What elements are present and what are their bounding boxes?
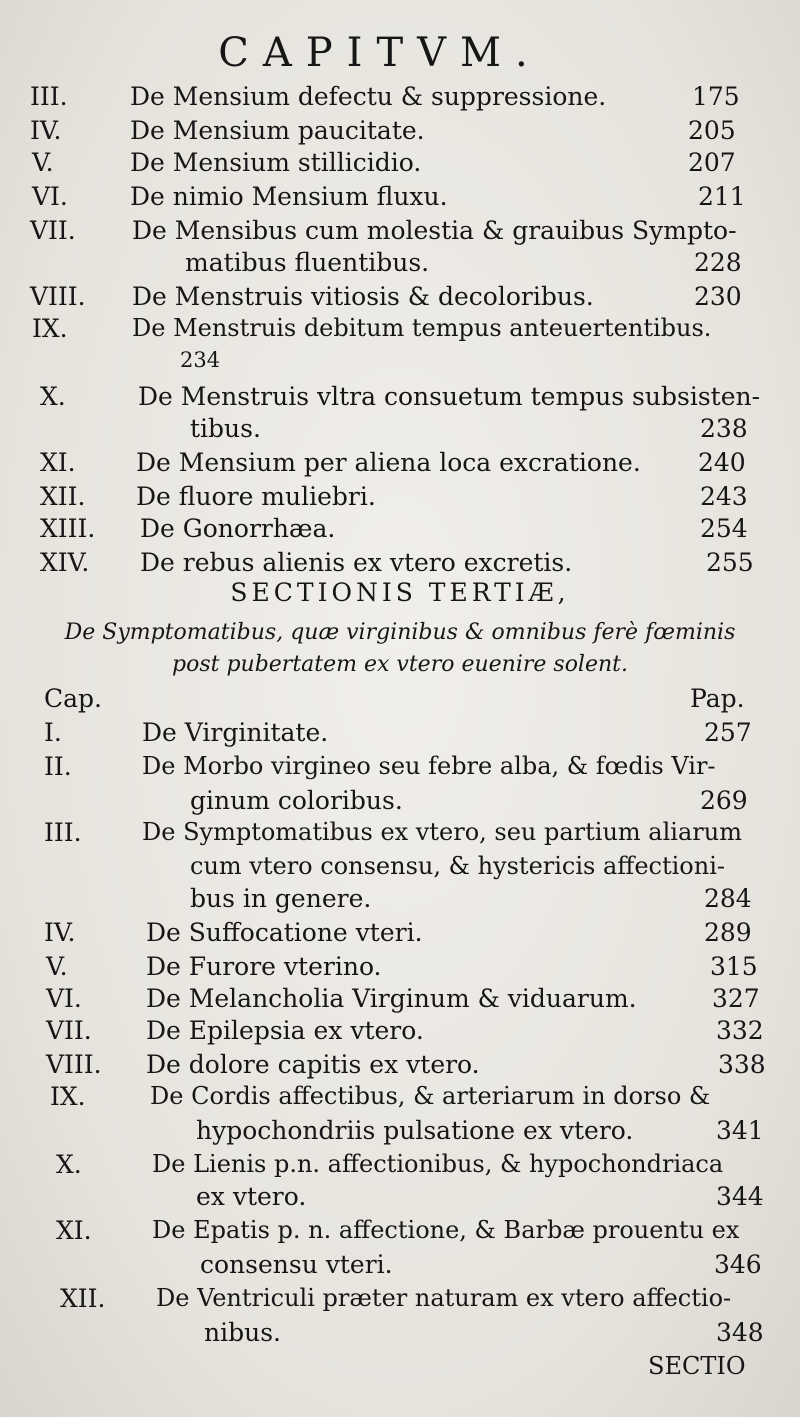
chapter-title: De Melancholia Virginum & viduarum.	[146, 984, 637, 1013]
chapter-title: De Epilepsia ex vtero.	[146, 1016, 424, 1045]
chapter-title-cont: hypochondriis pulsatione ex vtero.	[196, 1116, 634, 1145]
toc-row	[0, 1150, 800, 1184]
page-number: 240	[698, 448, 746, 477]
section-heading: SECTIONIS TERTIÆ,	[230, 578, 570, 607]
chapter-title: De Epatis p. n. affectione, & Barbæ prouentu ex	[152, 1216, 740, 1244]
chapter-title: De Menstruis vltra consuetum tempus subsisten-	[138, 382, 761, 411]
chapter-number: IX.	[50, 1082, 86, 1111]
catchword: SECTIO	[648, 1352, 746, 1380]
page-title: CAPITVM.	[218, 30, 542, 76]
toc-row	[0, 1050, 800, 1084]
toc-row	[0, 952, 800, 986]
chapter-title-cont: cum vtero consensu, & hystericis affectioni-	[190, 852, 725, 880]
page-number: 254	[700, 514, 748, 543]
chapter-number: III.	[30, 82, 68, 111]
chapter-title: De Mensium per aliena loca excratione.	[136, 448, 641, 477]
toc-row-continuation	[0, 884, 800, 918]
page-number: 327	[712, 984, 760, 1013]
chapter-title: De Mensium paucitate.	[130, 116, 425, 145]
page-number: 243	[700, 482, 748, 511]
page-number: 341	[716, 1116, 764, 1145]
chapter-title: De Lienis p.n. affectionibus, & hypochondriaca	[152, 1150, 724, 1178]
toc-row	[0, 116, 800, 150]
chapter-title-cont: matibus fluentibus.	[185, 248, 430, 277]
toc-row	[0, 984, 800, 1018]
chapter-title-cont: ex vtero.	[196, 1182, 307, 1211]
chapter-title: De nimio Mensium fluxu.	[130, 182, 448, 211]
toc-row	[0, 548, 800, 582]
page-number: 257	[704, 718, 752, 747]
toc-row	[0, 918, 800, 952]
toc-row-continuation	[0, 348, 800, 382]
toc-row-continuation	[0, 1318, 800, 1352]
toc-row	[0, 1284, 800, 1318]
chapter-title: De Furore vterino.	[146, 952, 382, 981]
chapter-title: De Mensibus cum molestia & grauibus Sympto-	[132, 216, 737, 245]
chapter-number: XIV.	[40, 548, 90, 577]
chapter-title-cont: nibus.	[204, 1318, 281, 1347]
chapter-title-cont: tibus.	[190, 414, 261, 443]
toc-row-continuation	[0, 1116, 800, 1150]
page-number: 207	[688, 148, 736, 177]
toc-row	[0, 752, 800, 786]
chapter-number: X.	[40, 382, 66, 411]
page-number: 348	[716, 1318, 764, 1347]
page-number: 344	[716, 1182, 764, 1211]
toc-row	[0, 1216, 800, 1250]
page-number: 338	[718, 1050, 766, 1079]
chapter-title: De Symptomatibus ex vtero, seu partium aliarum	[142, 818, 742, 846]
chapter-title: De rebus alienis ex vtero excretis.	[140, 548, 573, 577]
chapter-title: De dolore capitis ex vtero.	[146, 1050, 480, 1079]
chapter-number: XII.	[40, 482, 86, 511]
chapter-title-cont: bus in genere.	[190, 884, 372, 913]
chapter-number: IV.	[30, 116, 62, 145]
chapter-title: De fluore muliebri.	[136, 482, 376, 511]
chapter-number: VI.	[32, 182, 68, 211]
chapter-number: XIII.	[40, 514, 96, 543]
toc-row	[0, 1016, 800, 1050]
column-header-page: Pap.	[690, 684, 745, 713]
chapter-number: VII.	[30, 216, 76, 245]
toc-row-continuation	[0, 1182, 800, 1216]
toc-row	[0, 818, 800, 852]
chapter-number: I.	[44, 718, 62, 747]
page-number: 234	[180, 348, 221, 372]
page-number: 269	[700, 786, 748, 815]
toc-row	[0, 216, 800, 250]
chapter-number: IV.	[44, 918, 76, 947]
chapter-number: VII.	[46, 1016, 92, 1045]
toc-row	[0, 482, 800, 516]
chapter-title: De Menstruis debitum tempus anteuertentibus.	[132, 314, 712, 342]
column-headers	[0, 684, 800, 718]
page-number: 255	[706, 548, 754, 577]
toc-row	[0, 448, 800, 482]
toc-row-continuation	[0, 786, 800, 820]
toc-row	[0, 1082, 800, 1116]
chapter-title: De Cordis affectibus, & arteriarum in dorso &	[150, 1082, 711, 1110]
chapter-number: IX.	[32, 314, 68, 343]
chapter-number: III.	[44, 818, 82, 847]
column-header-cap: Cap.	[44, 684, 102, 713]
chapter-number: XI.	[56, 1216, 92, 1245]
chapter-title: De Ventriculi præter naturam ex vtero affectio-	[156, 1284, 732, 1312]
toc-row-continuation	[0, 248, 800, 282]
page-number: 315	[710, 952, 758, 981]
page-number: 289	[704, 918, 752, 947]
toc-row	[0, 182, 800, 216]
chapter-number: V.	[46, 952, 68, 981]
chapter-title: De Gonorrhæa.	[140, 514, 336, 543]
chapter-title: De Mensium stillicidio.	[130, 148, 422, 177]
chapter-title: De Morbo virgineo seu febre alba, & fœdis Vir-	[142, 752, 716, 780]
toc-row	[0, 514, 800, 548]
chapter-title: De Virginitate.	[142, 718, 329, 747]
chapter-title: De Menstruis vitiosis & decoloribus.	[132, 282, 594, 311]
chapter-number: VIII.	[46, 1050, 102, 1079]
toc-row	[0, 382, 800, 416]
toc-row-continuation	[0, 852, 800, 886]
toc-row	[0, 314, 800, 348]
page-number: 284	[704, 884, 752, 913]
chapter-title-cont: ginum coloribus.	[190, 786, 403, 815]
page-number: 228	[694, 248, 742, 277]
page-number: 211	[698, 182, 746, 211]
page-number: 346	[714, 1250, 762, 1279]
page-number: 238	[700, 414, 748, 443]
toc-row-continuation	[0, 414, 800, 448]
chapter-number: II.	[44, 752, 72, 781]
chapter-number: X.	[56, 1150, 82, 1179]
page-number: 230	[694, 282, 742, 311]
toc-row	[0, 148, 800, 182]
chapter-title: De Suffocatione vteri.	[146, 918, 423, 947]
page-number: 205	[688, 116, 736, 145]
toc-row	[0, 282, 800, 316]
chapter-title: De Mensium defectu & suppressione.	[130, 82, 607, 111]
toc-row-continuation	[0, 1250, 800, 1284]
chapter-title-cont: consensu vteri.	[200, 1250, 393, 1279]
page-number: 332	[716, 1016, 764, 1045]
toc-row	[0, 82, 800, 116]
chapter-number: V.	[32, 148, 54, 177]
chapter-number: XII.	[60, 1284, 106, 1313]
toc-row	[0, 718, 800, 752]
page-number: 175	[692, 82, 740, 111]
chapter-number: XI.	[40, 448, 76, 477]
section-subtitle-line: post pubertatem ex vtero euenire solent.	[172, 652, 628, 677]
chapter-number: VI.	[46, 984, 82, 1013]
chapter-number: VIII.	[30, 282, 86, 311]
section-subtitle-line: De Symptomatibus, quæ virginibus & omnibus ferè fœminis	[64, 620, 736, 645]
